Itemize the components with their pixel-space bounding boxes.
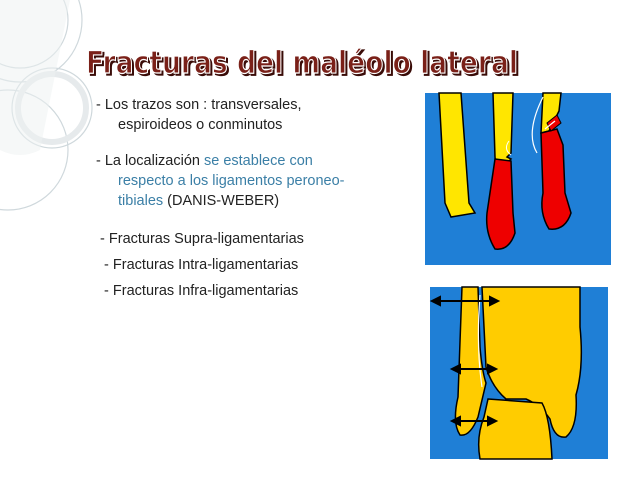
highlighted-text: tibiales xyxy=(118,193,164,209)
fracture-types-diagram xyxy=(425,93,611,265)
talus-bone xyxy=(479,399,552,459)
bullet-text: (DANIS-WEBER) xyxy=(163,193,280,209)
highlighted-text: se establece con xyxy=(204,153,313,169)
bullet-item: - Los trazos son : transversales, xyxy=(96,97,302,113)
sub-item: - Fracturas Intra-ligamentarias xyxy=(96,257,299,273)
bone-shape xyxy=(493,93,513,163)
slide-title xyxy=(84,36,524,84)
bullet-item xyxy=(96,151,426,171)
bullet-item-continuation: espiroideos o conminutos xyxy=(118,117,283,133)
bullet-item-continuation xyxy=(96,191,426,211)
sub-item: - Fracturas Supra-ligamentarias xyxy=(96,231,304,247)
bullet-list xyxy=(96,95,426,301)
sub-item: - Fracturas Infra-ligamentarias xyxy=(96,283,299,299)
slide-title-text: Fracturas del maléolo lateral xyxy=(86,45,518,81)
bullet-text: - La localización xyxy=(96,153,204,169)
highlighted-text: respecto a los ligamentos peroneo- xyxy=(118,173,345,189)
ankle-ligament-diagram xyxy=(430,287,608,459)
